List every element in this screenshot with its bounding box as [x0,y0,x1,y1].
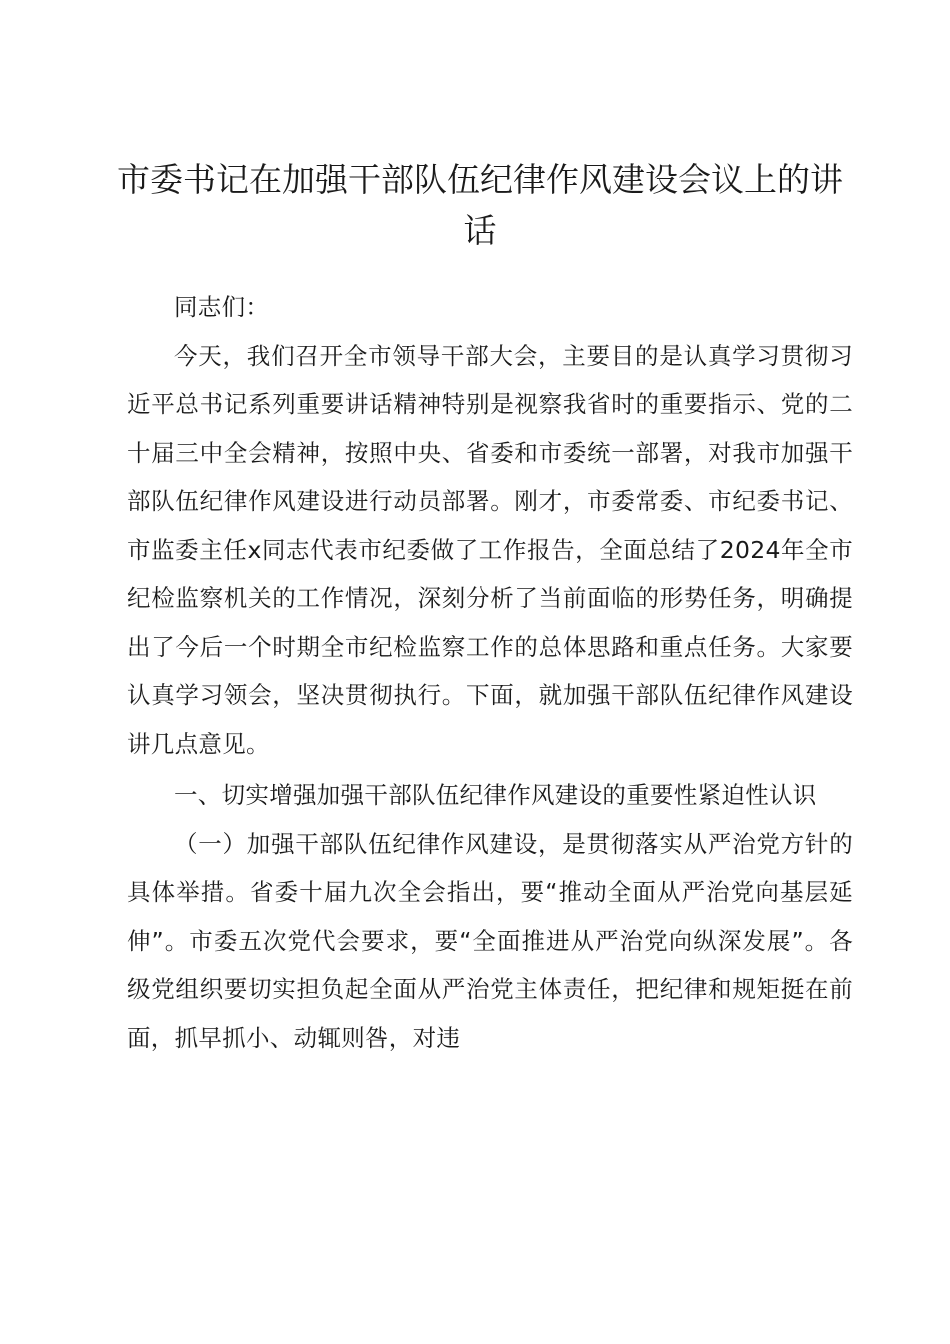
intro-paragraph: 今天，我们召开全市领导干部大会，主要目的是认真学习贯彻习近平总书记系列重要讲话精神特别是视察我省时的重要指示、党的二十届三中全会精神，按照中央、省委和市委统一部署，对我市加强干部队伍纪律作风建设进行动员部署。刚才，市委常委、市纪委书记、市监委主任x同志代表市纪委做了工作报告，全面总结了2024年全市纪检监察机关的工作情况，深刻分析了当前面临的形势任务，明确提出了今后一个时期全市纪检监察工作的总体思路和重点任务。大家要认真学习领会，坚决贯彻执行。下面，就加强干部队伍纪律作风建设讲几点意见。 [127,341,853,758]
subsection-paragraph: （一）加强干部队伍纪律作风建设，是贯彻落实从严治党方针的具体举措。省委十届九次全会指出，要“推动全面从严治党向基层延伸”。市委五次党代会要求，要“全面推进从严治党向纵深发展”。各级党组织要切实担负起全面从严治党主体责任，把纪律和规矩挺在前面，抓早抓小、动辄则咎，对违 [127,829,853,1052]
salutation: 同志们： [174,293,270,321]
document-body [127,283,853,1062]
document-title: 市委书记在加强干部队伍纪律作风建设会议上的讲话 [117,160,843,250]
section-heading: 一、切实增强加强干部队伍纪律作风建设的重要性紧迫性认识 [174,781,817,809]
